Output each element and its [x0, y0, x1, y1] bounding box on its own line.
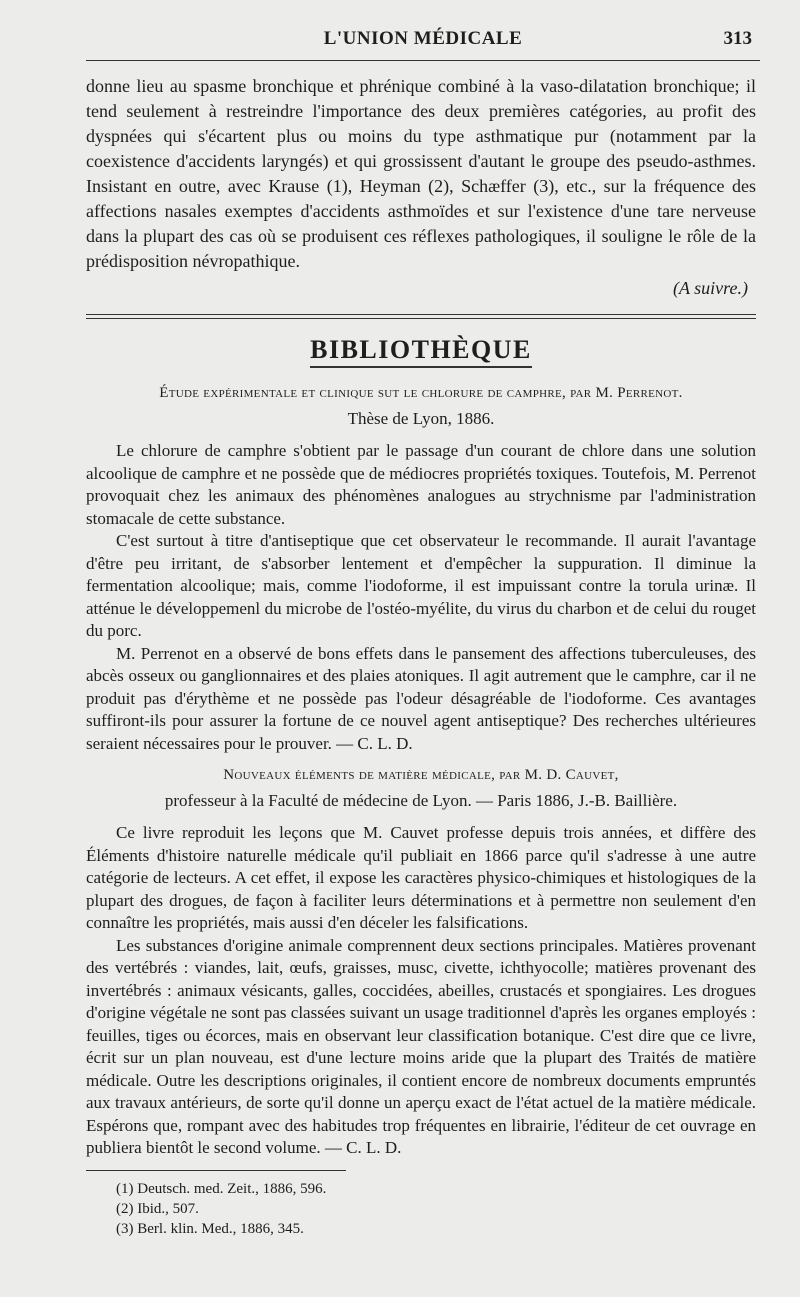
- review-subheading: professeur à la Faculté de médecine de Lyon. — Paris 1886, J.-B. Baillière.: [164, 791, 678, 810]
- review-paragraph: Le chlorure de camphre s'obtient par le passage d'un courant de chlore dans une solution alcoolique de camphre et ne possède que de médiocres propriétés toxiques. Toutefois, M. Perrenot provoquait chez les animaux des phénomènes analogues au strychnisme par l'administration stomacale de cette substance.: [86, 441, 756, 528]
- footnotes: [86, 1179, 756, 1239]
- review-heading-text: Étude expérimentale et clinique sut le chlorure de camphre, par M. Perrenot.: [159, 385, 683, 401]
- review-paragraph: Les substances d'origine animale comprennent deux sections principales. Matières provenant des vertébrés : viandes, lait, œufs, graisses, musc, civette, ichthyocolle; matières provenant des invertébrés : animaux vésicants, galles, coccidées, abeilles, crustacés et spongiaires. Les drogues d'origine végétale ne sont pas classées suivant un usage traditionnel d'après les organes employés : feuilles, tiges ou écorces, mais en observant leur classification botanique. C'est dire que ce livre, écrit sur un plan nouveau, est d'une lecture moins aride que la plupart des Traités de matière médicale. Outre les descriptions originales, il contient encore de nombreux documents empruntés aux travaux antérieurs, de sorte qu'il donne un aperçu exact de l'état actuel de la matière médicale. Espérons que, rompant avec des habitudes trop fréquentes en librairie, l'éditeur de cet ouvrage en publiera bientôt le second volume. — C. L. D.: [86, 935, 756, 1157]
- page-header: [86, 22, 760, 58]
- section-title: [86, 335, 756, 365]
- review-paragraph: C'est surtout à titre d'antiseptique que cet observateur le recommande. Il aurait l'avantage d'être peu irritant, de s'absorber lentement et d'empêcher la suppuration. Il diminue la fermentation alcoolique; mais, comme l'iodoforme, il est impuissant contre la torula urinæ. Il atténue le développemenl du microbe de l'ostéo-myélite, du virus du charbon et de celui du rouget du porc.: [86, 531, 756, 640]
- review-heading: [86, 383, 756, 404]
- header-rule: [86, 60, 760, 61]
- section-divider: [86, 314, 756, 319]
- page-content: [86, 74, 756, 1239]
- review-subheading: Thèse de Lyon, 1886.: [347, 409, 495, 428]
- review-paragraph: Ce livre reproduit les leçons que M. Cauvet professe depuis trois années, et diffère des Éléments d'histoire naturelle médicale qu'il publiait en 1866 parce qu'il s'adresse à une autre catégorie de lecteurs. A cet effet, il expose les caractères physico-chimiques et histologiques de la plupart des drogues, de façon à faciliter leurs déterminations et à permettre non seulement d'en connaître les propriétés, mais aussi d'en déceler les falsifications.: [86, 823, 756, 932]
- footnote-rule: [86, 1170, 346, 1171]
- footnote: (3) Berl. klin. Med., 1886, 345.: [116, 1220, 304, 1237]
- review-heading: [86, 765, 756, 786]
- review-cauvet: [86, 765, 756, 1160]
- review-heading-text: Nouveaux éléments de matière médicale, par M. D. Cauvet,: [223, 767, 619, 783]
- a-suivre-note: (A suivre.): [673, 278, 748, 298]
- review-perrenot: [86, 383, 756, 755]
- footnote: (1) Deutsch. med. Zeit., 1886, 596.: [116, 1180, 327, 1197]
- page-number: 313: [723, 28, 752, 49]
- section-title-text: BIBLIOTHÈQUE: [310, 335, 532, 368]
- running-title: L'UNION MÉDICALE: [323, 28, 523, 49]
- footnote: (2) Ibid., 507.: [116, 1200, 199, 1217]
- review-paragraph: M. Perrenot en a observé de bons effets dans le pansement des affections tuberculeuses, des abcès osseux ou ganglionnaires et des plaies atoniques. Il agit autrement que le camphre, car il ne produit pas d'érythème et ne possède pas l'odeur désagréable de l'iodoforme. Ces avantages suffiront-ils pour assurer la fortune de ce nouvel agent antiseptique? Des recherches ultérieures seraient nécessaires pour le prouver. — C. L. D.: [86, 643, 756, 753]
- opening-paragraph: donne lieu au spasme bronchique et phrénique combiné à la vaso-dilatation bronchique; il tend seulement à restreindre l'importance des deux premières catégories, au profit des dyspnées qui s'écartent plus ou moins du type asthmatique pur (notamment par la coexistence d'accidents laryngés) et qui grossissent d'autant le groupe des pseudo-asthmes. Insistant en outre, avec Krause (1), Heyman (2), Schæffer (3), etc., sur la fréquence des affections nasales exemptes d'accidents asthmoïdes et sur l'existence d'une tare nerveuse dans la plupart des cas où se produisent ces réflexes pathologiques, il souligne le rôle de la prédisposition névropathique.: [86, 76, 756, 271]
